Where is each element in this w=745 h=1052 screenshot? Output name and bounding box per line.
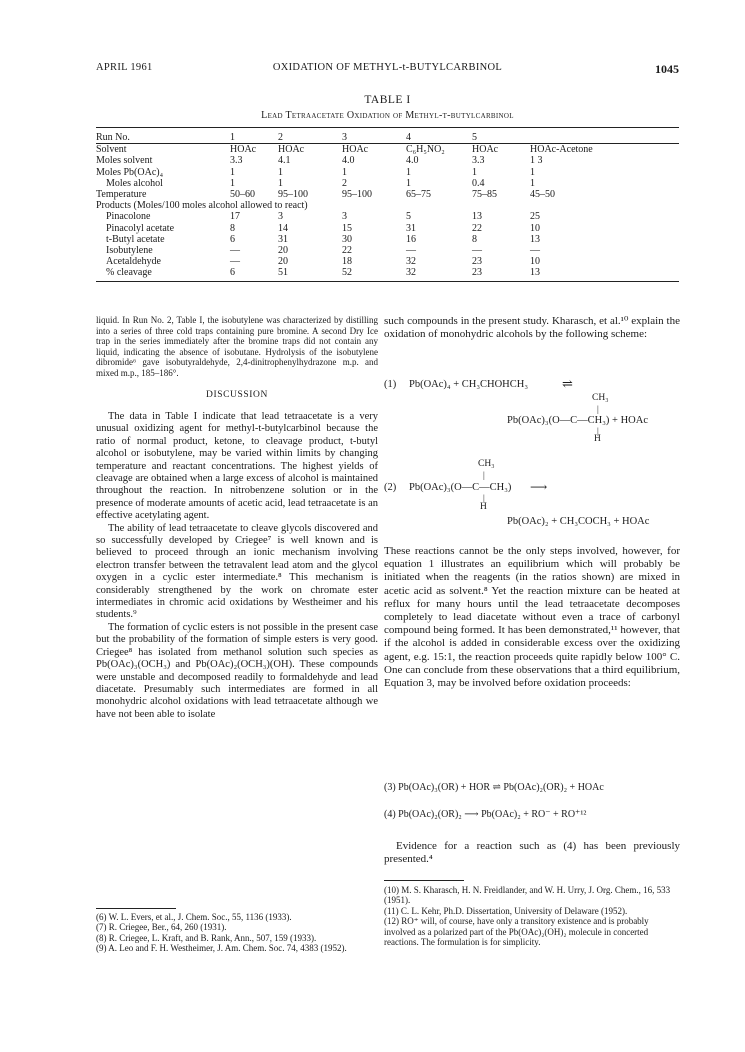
table-cell: 30 bbox=[342, 233, 352, 245]
running-head bbox=[96, 62, 679, 78]
table-row bbox=[96, 132, 679, 143]
table-cell: HOAc-Acetone bbox=[530, 144, 593, 156]
header-title: OXIDATION OF METHYL-t-BUTYLCARBINOL bbox=[272, 62, 503, 73]
table-cell: 20 bbox=[278, 244, 288, 256]
table-bottom-rule bbox=[96, 281, 679, 282]
table-row bbox=[96, 245, 679, 256]
table-row-label: Acetaldehyde bbox=[106, 256, 161, 268]
footnote-7: (7) R. Criegee, Ber., 64, 260 (1931). bbox=[96, 922, 227, 933]
table-cell: 75–85 bbox=[472, 188, 497, 200]
discussion-paragraph-3: The formation of cyclic esters is not possible in the present case but the probability of the formation of simple esters is very good. Criegee⁸ has isolated from methanol solution such species as Pb(OAc)₃(OCH₃) and Pb(OAc)₂(OCH₃)(OH). These compounds were unstable and decomposed readily to formaldehyde and lead diacetate. Presumably such intermediates are formed in all monohydric alcohol oxidations with lead tetraacetate although we have not been able to isolate bbox=[96, 621, 378, 720]
table-cell: 4.1 bbox=[278, 155, 291, 167]
table-row bbox=[96, 200, 679, 211]
table-cell: 3 bbox=[342, 211, 347, 223]
table-row-label: Moles alcohol bbox=[106, 177, 163, 189]
eq1-bond-lower: | bbox=[597, 426, 599, 436]
footnote-6: (6) W. L. Evers, et al., J. Chem. Soc., 55, 1136 (1933). bbox=[96, 912, 292, 922]
table-cell: 6 bbox=[230, 233, 235, 245]
table-cell: 31 bbox=[278, 233, 288, 245]
table-row bbox=[96, 267, 679, 278]
eq2-products: Pb(OAc)₂ + CH₃COCH₃ + HOAc bbox=[507, 516, 650, 527]
table-cell: 5 bbox=[406, 211, 411, 223]
table-cell: 4 bbox=[406, 132, 411, 143]
table-cell: 13 bbox=[530, 267, 540, 279]
left-column bbox=[96, 315, 378, 721]
table-cell: 1 bbox=[230, 177, 235, 189]
table-row bbox=[96, 211, 679, 222]
table-cell: 1 bbox=[230, 166, 235, 178]
footnote-11: (11) C. L. Kehr, Ph.D. Dissertation, University of Delaware (1952). bbox=[384, 905, 628, 916]
table-cell: 45–50 bbox=[530, 188, 555, 200]
data-table bbox=[96, 132, 679, 278]
table-cell: HOAc bbox=[342, 144, 369, 156]
eq1-methyl-label: CH₃ bbox=[592, 393, 609, 403]
table-cell: 50–60 bbox=[230, 188, 255, 200]
table-cell: 1 bbox=[406, 166, 411, 178]
table-cell: 2 bbox=[278, 132, 283, 143]
table-row bbox=[96, 178, 679, 189]
table-cell: HOAc bbox=[472, 144, 499, 156]
footnote-10: (10) M. S. Kharasch, H. N. Freidlander, and W. H. Urry, J. Org. Chem., 16, 533 (1951). bbox=[384, 885, 671, 906]
eq2-arrow: ⟶ bbox=[530, 480, 548, 494]
table-cell: 8 bbox=[230, 222, 235, 234]
footnote-9: (9) A. Leo and F. H. Westheimer, J. Am. Chem. Soc. 74, 4383 (1952). bbox=[96, 943, 347, 954]
section-heading-discussion: DISCUSSION bbox=[206, 389, 268, 400]
eq1-hydrogen-label: H bbox=[594, 434, 601, 444]
table-cell: 0.4 bbox=[472, 177, 485, 189]
table-row-label: Moles solvent bbox=[96, 155, 153, 167]
header-date: APRIL 1961 bbox=[96, 62, 153, 73]
table-cell: 22 bbox=[472, 222, 482, 234]
table-cell: 95–100 bbox=[342, 188, 372, 200]
table-row-label: Temperature bbox=[96, 188, 147, 200]
table-cell: 1 bbox=[472, 166, 477, 178]
table-cell: 13 bbox=[472, 211, 482, 223]
table-cell: 10 bbox=[530, 256, 540, 268]
table-cell: 3.3 bbox=[230, 155, 243, 167]
table-row-label: Run No. bbox=[96, 132, 130, 143]
table-row bbox=[96, 189, 679, 200]
eq1-reactants: Pb(OAc)₄ + CH₃CHOHCH₃ bbox=[409, 379, 528, 390]
table-cell: 3.3 bbox=[472, 155, 485, 167]
table-cell: 3 bbox=[278, 211, 283, 223]
table-row bbox=[96, 234, 679, 245]
table-cell: — bbox=[230, 244, 240, 256]
table-cell: 15 bbox=[342, 222, 352, 234]
left-footnotes bbox=[96, 912, 378, 954]
table-cell: 1 bbox=[278, 177, 283, 189]
table-cell: 31 bbox=[406, 222, 416, 234]
eq2-hydrogen-label: H bbox=[480, 502, 487, 512]
table-row bbox=[96, 167, 679, 178]
eq2-reactant: Pb(OAc)₃(O—C—CH₃) bbox=[409, 482, 512, 493]
table-cell: 51 bbox=[278, 267, 288, 279]
left-intro-paragraph: liquid. In Run No. 2, Table I, the isobutylene was characterized by distilling into a series of three cold traps containing pure bromine. A second Dry Ice trap in the series immediately after the bromine traps did not contain any liquid, indicating the absence of isobutane. Hydrolysis of the isobutylene dibromide⁶ gave isobutyraldehyde, 2,4-dinitrophenylhydrazone m.p. and mixed m.p., 185–186°. bbox=[96, 315, 378, 378]
table-cell: 20 bbox=[278, 256, 288, 268]
table-cell: 13 bbox=[530, 233, 540, 245]
right-intro-paragraph: such compounds in the present study. Kharasch, et al.¹⁰ explain the oxidation of monohydric alcohols by the following scheme: bbox=[384, 315, 680, 340]
table-row bbox=[96, 144, 679, 155]
table-cell: 18 bbox=[342, 256, 352, 268]
eq1-products: Pb(OAc)₃(O—C—CH₃) + HOAc bbox=[507, 415, 648, 426]
table-row-label: Isobutylene bbox=[106, 244, 153, 256]
table-cell: 4.0 bbox=[342, 155, 355, 167]
page-number: 1045 bbox=[655, 62, 679, 76]
eq1-number: (1) bbox=[384, 379, 397, 390]
table-row-label: Moles Pb(OAc)₄ bbox=[96, 166, 164, 178]
table-row bbox=[96, 155, 679, 166]
table-cell: 22 bbox=[342, 244, 352, 256]
table-cell: 8 bbox=[472, 233, 477, 245]
table-cell: 65–75 bbox=[406, 188, 431, 200]
table-cell: 1 bbox=[530, 177, 535, 189]
right-paragraph-1: These reactions cannot be the only steps involved, however, for equation 1 illustrates an equilibrium which will probably be initiated when the reagents (in the ratios shown) are mixed in acetic acid as solvent.⁸ Yet the reaction mixture can be heated at reflux for many hours until the lead tetraacetate decomposes completely to lead diacetate without even a trace of carbonyl compound being formed. It has been demonstrated,¹¹ however, that if the alcohol is added in considerable excess over the oxidizing agent, e.g. 15:1, the reaction proceeds quite rapidly below 100° C. One can conclude from these observations that a third equilibrium, Equation 3, may be involved before oxidation proceeds: bbox=[384, 545, 680, 690]
table-cell: 23 bbox=[472, 267, 482, 279]
table-cell: 95–100 bbox=[278, 188, 308, 200]
table-row bbox=[96, 223, 679, 234]
table-cell: 52 bbox=[342, 267, 352, 279]
table-cell: 1 bbox=[530, 166, 535, 178]
eq1-equilibrium-arrow: ⇌ bbox=[562, 376, 573, 391]
table-cell: 25 bbox=[530, 211, 540, 223]
table-cell: C₆H₅NO₂ bbox=[406, 144, 445, 156]
equation-4: (4) Pb(OAc)₂(OR)₂ ⟶ Pb(OAc)₂ + RO⁻ + RO⁺¹² bbox=[384, 809, 587, 820]
table-row-label: Solvent bbox=[96, 144, 127, 156]
table-cell: 1 bbox=[278, 166, 283, 178]
table-cell: — bbox=[230, 256, 240, 268]
footnote-12: (12) RO⁺ will, of course, have only a transitory existence and is probably involved as a polarized part of the Pb(OAc)₂(OH)₂ molecule in concerted reactions. The formulation is for simplicity. bbox=[384, 916, 649, 948]
table-cell: — bbox=[472, 244, 482, 256]
table-cell: — bbox=[530, 244, 540, 256]
table-cell: HOAc bbox=[230, 144, 257, 156]
table-cell: 32 bbox=[406, 256, 416, 268]
table-cell: 1 bbox=[342, 166, 347, 178]
equation-3: (3) Pb(OAc)₃(OR) + HOR ⇌ Pb(OAc)₂(OR)₂ + HOAc bbox=[384, 782, 604, 793]
discussion-paragraph-2: The ability of lead tetraacetate to cleave glycols discovered and so successfully developed by Criegee⁷ is well known and is believed to proceed through an ionic mechanism involving electron transfer between the tetravalent lead atom and the glycol oxygen in a cyclic ester intermediate.⁸ This mechanism is considerably strengthened by the work on chromate ester intermediates in chromic acid oxidations by Westheimer and his students.⁹ bbox=[96, 522, 378, 621]
table-row-label: % cleavage bbox=[106, 267, 152, 279]
table-row-label: t-Butyl acetate bbox=[106, 233, 165, 245]
table-top-rule bbox=[96, 127, 679, 128]
left-footnote-rule bbox=[96, 908, 176, 909]
right-footnote-rule bbox=[384, 880, 464, 881]
table-caption: Lead Tetraacetate Oxidation of Methyl-t-butylcarbinol bbox=[261, 110, 514, 121]
table-cell: 1 bbox=[230, 132, 235, 143]
eq2-number: (2) bbox=[384, 482, 397, 493]
table-label: TABLE I bbox=[364, 94, 411, 106]
table-cell: HOAc bbox=[278, 144, 305, 156]
table-cell: 3 bbox=[342, 132, 347, 143]
table-cell: 10 bbox=[530, 222, 540, 234]
table-cell: — bbox=[406, 244, 416, 256]
table-cell: 17 bbox=[230, 211, 240, 223]
discussion-paragraph-1: The data in Table I indicate that lead tetraacetate is a very unusual oxidizing agent for methyl-t-butylcarbinol because the ratio of normal product, ketone, to cleavage product, t-butyl alcohol or isobutylene, may be varied within limits by changing temperature and reactant concentrations. The highest yields of cleavage are obtained when a large excess of alcohol is maintained throughout the reaction. In nitrobenzene solution or in the presence of moderate amounts of acetic acid, lead tetraacetate is an effective acetylating agent. bbox=[96, 410, 378, 522]
table-cell: 32 bbox=[406, 267, 416, 279]
right-footnotes bbox=[384, 885, 680, 947]
table-cell: 23 bbox=[472, 256, 482, 268]
table-cell: 1 3 bbox=[530, 155, 543, 167]
eq2-bond-lower: | bbox=[483, 493, 485, 503]
eq2-bond: | bbox=[483, 470, 485, 480]
table-row bbox=[96, 256, 679, 267]
table-cell: 14 bbox=[278, 222, 288, 234]
table-cell: 4.0 bbox=[406, 155, 419, 167]
eq1-bond: | bbox=[597, 404, 599, 414]
eq2-methyl-label: CH₃ bbox=[478, 459, 495, 469]
table-row-label: Pinacolyl acetate bbox=[106, 222, 175, 234]
table-row-label: Pinacolone bbox=[106, 211, 151, 223]
right-paragraph-2: Evidence for a reaction such as (4) has been previously presented.⁴ bbox=[384, 840, 680, 866]
table-cell: 1 bbox=[406, 177, 411, 189]
table-cell: 2 bbox=[342, 177, 347, 189]
table-row-label: Products (Moles/100 moles alcohol allowed to react) bbox=[96, 200, 308, 212]
table-cell: 5 bbox=[472, 132, 477, 143]
table-cell: 16 bbox=[406, 233, 416, 245]
footnote-8: (8) R. Criegee, L. Kraft, and B. Rank, Ann., 507, 159 (1933). bbox=[96, 932, 317, 943]
table-cell: 6 bbox=[230, 267, 235, 279]
